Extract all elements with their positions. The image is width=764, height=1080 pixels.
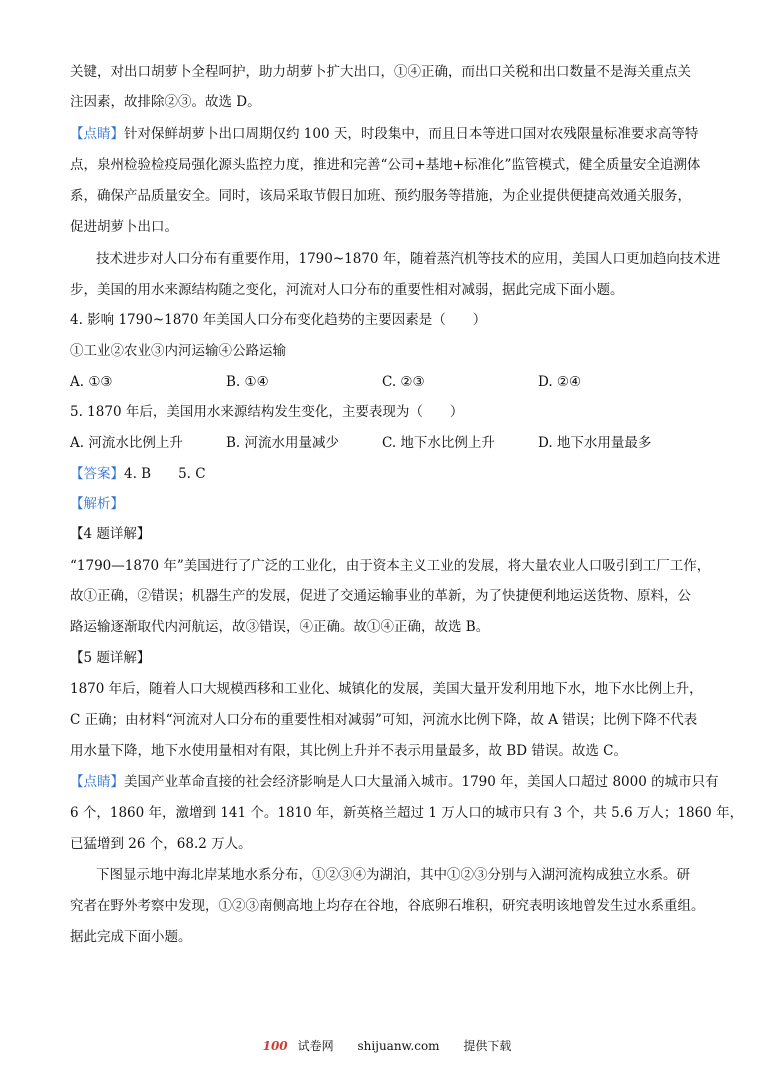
dianjing-label: 【点睛】 [70,126,124,142]
answer-label: 【答案】 [70,466,124,482]
analysis-label: 【解析】 [70,496,124,512]
q4-option-b: B. ①④ [226,374,269,390]
download-text: 提供下载 [463,1039,512,1053]
q5-option-d: D. 地下水用量最多 [538,435,652,451]
paragraph-line: 关键，对出口胡萝卜全程呵护，助力胡萝卜扩大出口，①④正确，而出口关税和出口数量不是海关重点关 [70,64,691,80]
q4-detail-label: 【4 题详解】 [70,526,151,542]
paragraph-line: 促进胡萝卜出口。 [70,219,178,235]
paragraph-line: C 正确；由材料“河流对人口分布的重要性相对减弱”可知，河流水比例下降，故 A 错误；比例下降不代表 [70,712,698,728]
material-line: 据此完成下面小题。 [70,929,192,945]
paragraph-line: 路运输逐渐取代内河航运，故③错误，④正确。故①④正确，故选 B。 [70,619,490,635]
paragraph-line: 6 个，1860 年，激增到 141 个。1810 年，新英格兰超过 1 万人口的城市只有 3 个，共 5.6 万人；1860 年， [70,805,744,821]
material-line: 技术进步对人口分布有重要作用，1790~1870 年，随着蒸汽机等技术的应用，美国人口更加趋向技术进 [96,251,721,267]
paragraph-line: 已猛增到 26 个，68.2 万人。 [70,836,252,852]
paragraph-line: “1790—1870 年”美国进行了广泛的工业化，由于资本主义工业的发展，将大量农业人口吸引到工厂工作， [70,558,711,574]
answer-line: 【答案】4. B 5. C [70,466,206,482]
material-line: 究者在野外考察中发现，①②③南侧高地上均存在谷地，谷底卵石堆积，研究表明该地曾发生过水系重组。 [70,898,705,914]
dianjing-line: 【点睛】美国产业革命直接的社会经济影响是人口大量涌入城市。1790 年，美国人口超过 8000 的城市只有 [70,774,719,790]
q5-option-b: B. 河流水用量减少 [226,435,340,451]
q5-option-c: C. 地下水比例上升 [382,435,495,451]
paragraph-line: 1870 年后，随着人口大规模西移和工业化、城镇化的发展，美国大量开发利用地下水，地下水比例上升， [70,681,703,697]
paragraph-line: 点，泉州检验检疫局强化源头监控力度，推进和完善“公司+基地+标准化”监管模式，健全质量安全追溯体 [70,157,701,173]
page-footer [0,1037,764,1054]
paragraph-line: 注因素，故排除②③。故选 D。 [70,94,261,110]
q5-option-a: A. 河流水比例上升 [70,435,183,451]
question-4: 4. 影响 1790~1870 年美国人口分布变化趋势的主要因素是（ ） [70,312,487,328]
q4-option-d: D. ②④ [538,374,582,390]
paragraph-line: 系，确保产品质量安全。同时，该局采取节假日加班、预约服务等措施，为企业提供便捷高效通关服务， [70,188,691,204]
material-line: 下图显示地中海北岸某地水系分布，①②③④为湖泊，其中①②③分别与入湖河流构成独立水系。研 [96,867,690,883]
q4-option-a: A. ①③ [70,374,113,390]
paragraph-line: 故①正确，②错误；机器生产的发展，促进了交通运输事业的革新，为了快捷便利地运送货物、原料，公 [70,588,691,604]
dianjing-line: 【点睛】针对保鲜胡萝卜出口周期仅约 100 天，时段集中，而且日本等进口国对农残限量标准要求高等特 [70,126,699,142]
site-logo: 100 试卷网 [262,1039,334,1053]
paragraph-line: 用水量下降，地下水使用量相对有限，其比例上升并不表示用量最多，故 BD 错误。故选 C。 [70,743,627,759]
q5-detail-label: 【5 题详解】 [70,650,151,666]
dianjing-label: 【点睛】 [70,774,124,790]
question-4-items: ①工业②农业③内河运输④公路运输 [70,343,286,359]
material-line: 步，美国的用水来源结构随之变化，河流对人口分布的重要性相对减弱，据此完成下面小题。 [70,282,624,298]
question-5: 5. 1870 年后，美国用水来源结构发生变化，主要表现为（ ） [70,404,464,420]
q4-option-c: C. ②③ [382,374,425,390]
site-url[interactable]: shijuanw.com [357,1039,440,1053]
